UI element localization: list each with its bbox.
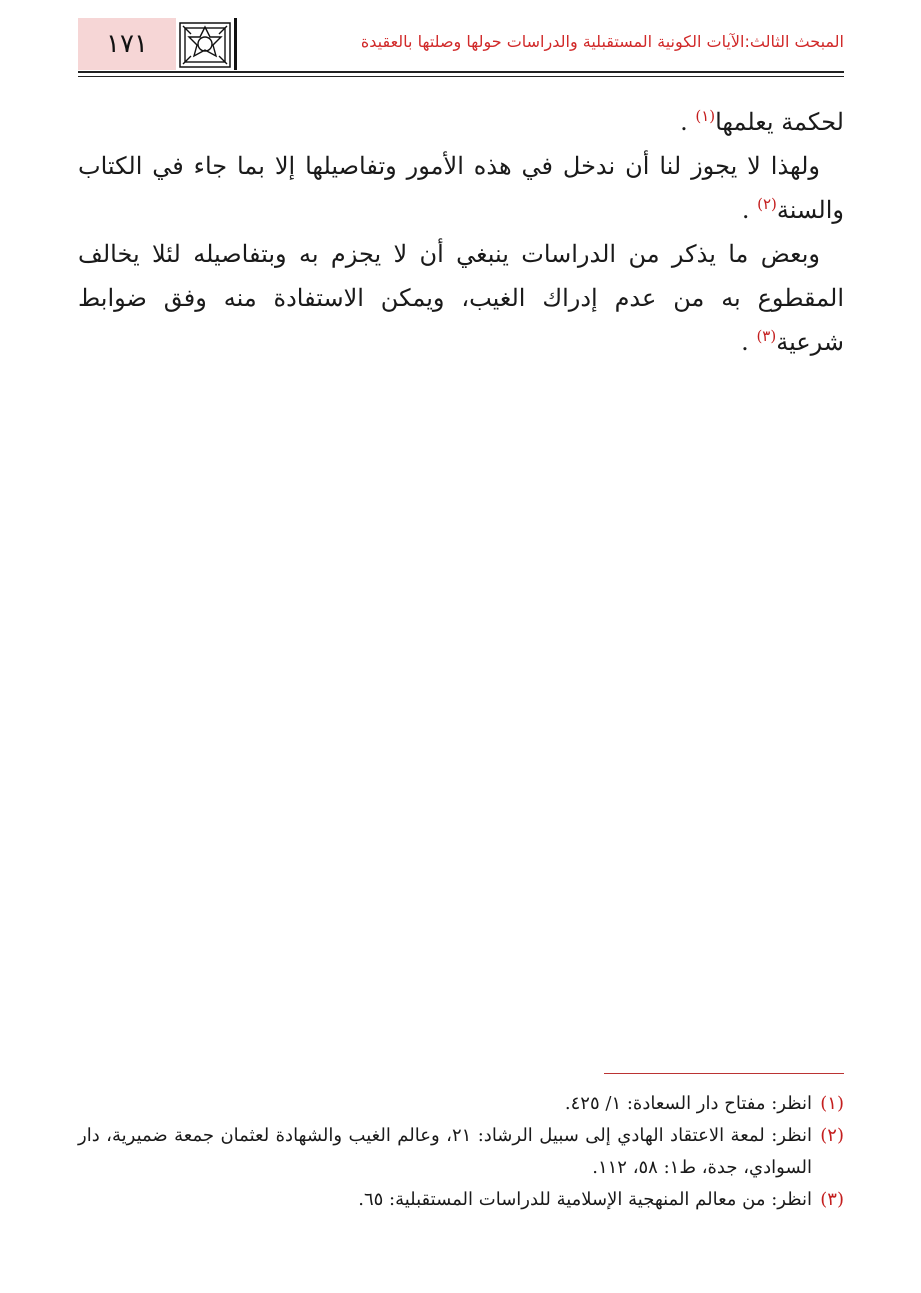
footnote-1 [78, 1088, 844, 1120]
footnote-3 [78, 1184, 844, 1216]
paragraph-2-end: . [741, 196, 758, 224]
paragraph-3-text: وبعض ما يذكر من الدراسات ينبغي أن لا يجزم به وبتفاصيله لئلا يخالف المقطوع به من عدم إدراك الغيب، ويمكن الاستفادة منه وفق ضوابط شرعية [78, 240, 845, 356]
page-number: ١٧١ [106, 29, 148, 59]
header-rule-thin [78, 76, 844, 77]
page-number-box [78, 18, 176, 70]
paragraph-1-text: لحكمة يعلمها [715, 108, 844, 136]
running-title: المبحث الثالث:الآيات الكونية المستقبلية والدراسات حولها وصلتها بالعقيدة [360, 32, 844, 51]
page-header [78, 18, 844, 70]
footnote-2 [78, 1120, 844, 1184]
footnote-number: (٣) [820, 1189, 844, 1210]
footnotes [78, 1088, 844, 1216]
header-rule-thick [78, 71, 844, 73]
paragraph-3-end: . [741, 328, 757, 356]
footnote-ref-1[interactable]: (١) [695, 107, 716, 125]
paragraph-3 [78, 232, 844, 364]
footnote-number: (١) [820, 1093, 844, 1114]
footnote-separator [604, 1073, 844, 1074]
geometric-ornament-icon [179, 22, 231, 68]
footnote-ref-3[interactable]: (٣) [756, 327, 777, 345]
header-divider [234, 18, 237, 70]
footnote-text: انظر: مفتاح دار السعادة: ١/ ٤٢٥. [564, 1093, 812, 1114]
paragraph-1 [78, 100, 844, 144]
paragraph-1-end: . [680, 108, 696, 136]
footnote-ref-2[interactable]: (٢) [757, 195, 777, 213]
paragraph-2-text: ولهذا لا يجوز لنا أن ندخل في هذه الأمور وتفاصيلها إلا بما جاء في الكتاب والسنة [78, 152, 844, 224]
main-text [78, 100, 844, 364]
footnote-number: (٢) [820, 1125, 844, 1146]
footnote-text: انظر: من معالم المنهجية الإسلامية للدراسات المستقبلية: ٦٥. [358, 1189, 812, 1210]
footnote-text: انظر: لمعة الاعتقاد الهادي إلى سبيل الرشاد: ٢١، وعالم الغيب والشهادة لعثمان جمعة ضميرية، دار السوادي، جدة، ط١: ٥٨، ١١٢. [78, 1125, 813, 1178]
paragraph-2 [78, 144, 844, 232]
